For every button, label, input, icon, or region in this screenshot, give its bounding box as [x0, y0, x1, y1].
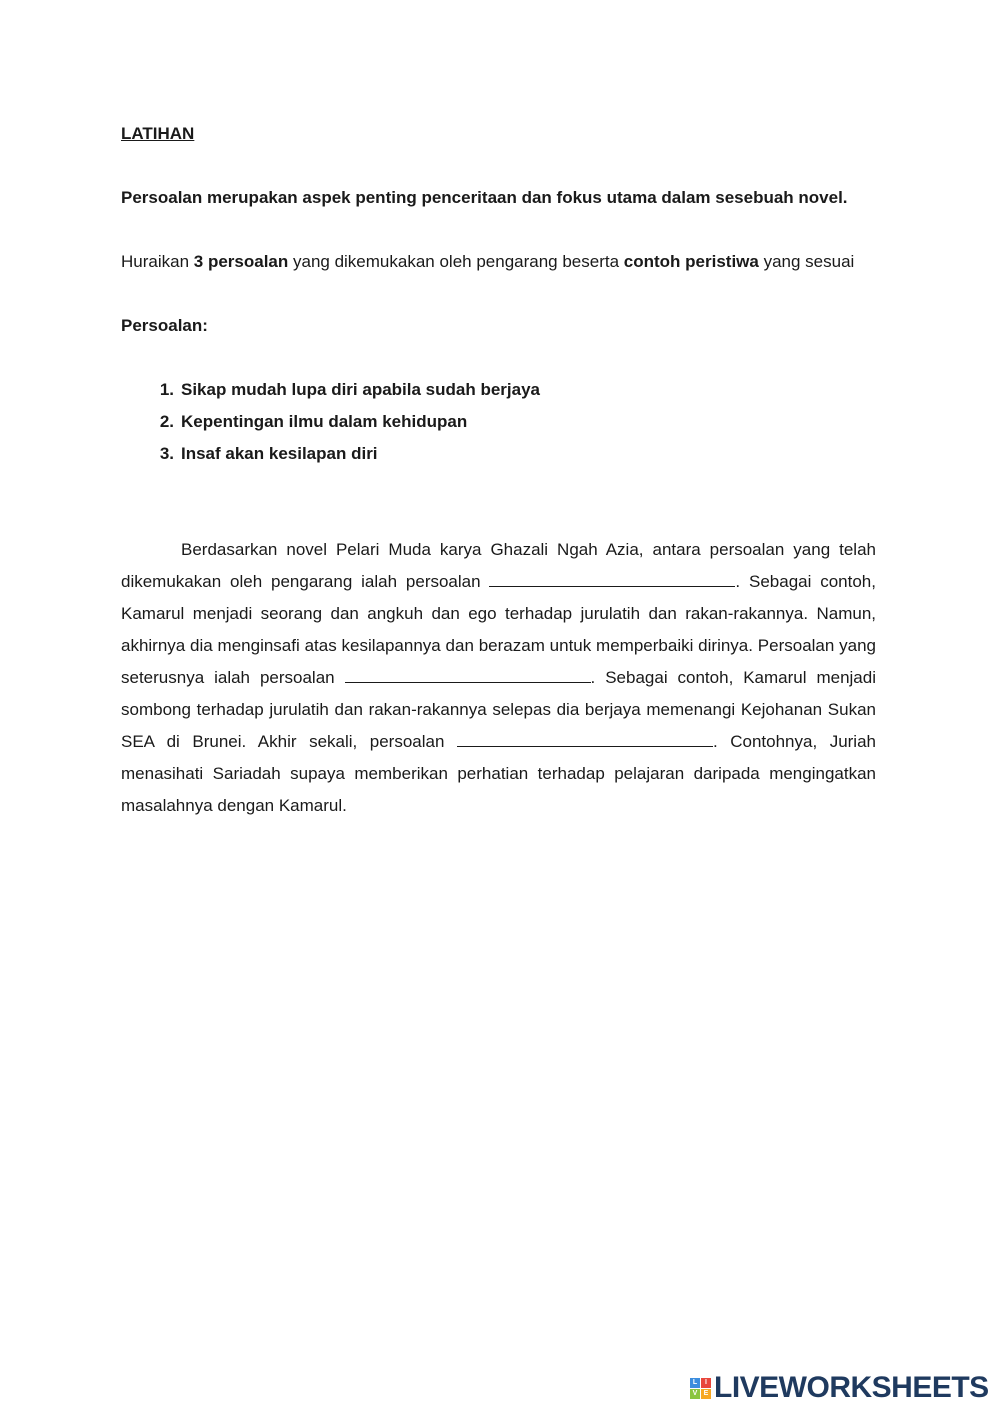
task-text-2: yang dikemukakan oleh pengarang beserta	[288, 252, 624, 271]
task-instruction	[121, 246, 876, 278]
paragraph-segment-4: . Contohnya, Juriah menasihati Sariadah supaya memberikan perhatian terhadap pelajaran daripada mengingatkan masalahnya dengan Kamarul.	[121, 732, 876, 815]
list-text: Insaf akan kesilapan diri	[181, 444, 378, 463]
persoalan-list	[121, 374, 876, 470]
paragraph-segment-3: . Sebagai contoh, Kamarul menjadi sombong terhadap jurulatih dan rakan-rakannya selepas dia berjaya memenangi Kejohanan Sukan SEA di Brunei. Akhir sekali, persoalan	[121, 668, 876, 751]
list-number: 2.	[159, 412, 174, 431]
logo-mark-e: E	[701, 1389, 711, 1399]
page-title: LATIHAN	[121, 124, 195, 143]
list-number: 3.	[159, 444, 174, 463]
task-text-3: yang sesuai	[758, 252, 855, 271]
list-number: 1.	[159, 380, 174, 399]
logo-mark-icon	[690, 1378, 711, 1399]
logo-mark-v: V	[690, 1389, 700, 1399]
worksheet-page	[121, 118, 876, 822]
answer-blank-3[interactable]	[457, 729, 713, 747]
task-bold-1: 3 persoalan	[193, 252, 289, 271]
task-bold-2: contoh peristiwa	[623, 252, 759, 271]
paragraph-segment-1: Berdasarkan novel Pelari Muda karya Ghazali Ngah Azia, antara persoalan yang telah dikemukakan oleh pengarang ialah persoalan	[121, 540, 876, 591]
list-item	[121, 374, 876, 406]
logo-text: LIVEWORKSHEETS	[714, 1371, 989, 1404]
exercise-paragraph	[121, 534, 876, 822]
answer-blank-2[interactable]	[345, 665, 591, 683]
list-item	[121, 438, 876, 470]
list-item	[121, 406, 876, 438]
list-text: Sikap mudah lupa diri apabila sudah berjaya	[181, 380, 540, 399]
answer-blank-1[interactable]	[489, 569, 735, 587]
liveworksheets-logo	[690, 1372, 989, 1404]
task-text-1: Huraikan	[121, 252, 194, 271]
paragraph-segment-2: . Sebagai contoh, Kamarul menjadi seorang dan angkuh dan ego terhadap jurulatih dan rakan-rakannya. Namun, akhirnya dia menginsafi atas kesilapannya dan berazam untuk memperbaiki dirinya. Persoalan yang seterusnya ialah persoalan	[121, 572, 876, 687]
logo-mark-i: I	[701, 1378, 711, 1388]
section-subheading: Persoalan:	[121, 316, 208, 335]
list-text: Kepentingan ilmu dalam kehidupan	[181, 412, 468, 431]
intro-statement: Persoalan merupakan aspek penting penceritaan dan fokus utama dalam sesebuah novel.	[121, 188, 848, 207]
logo-mark-l: L	[690, 1378, 700, 1388]
